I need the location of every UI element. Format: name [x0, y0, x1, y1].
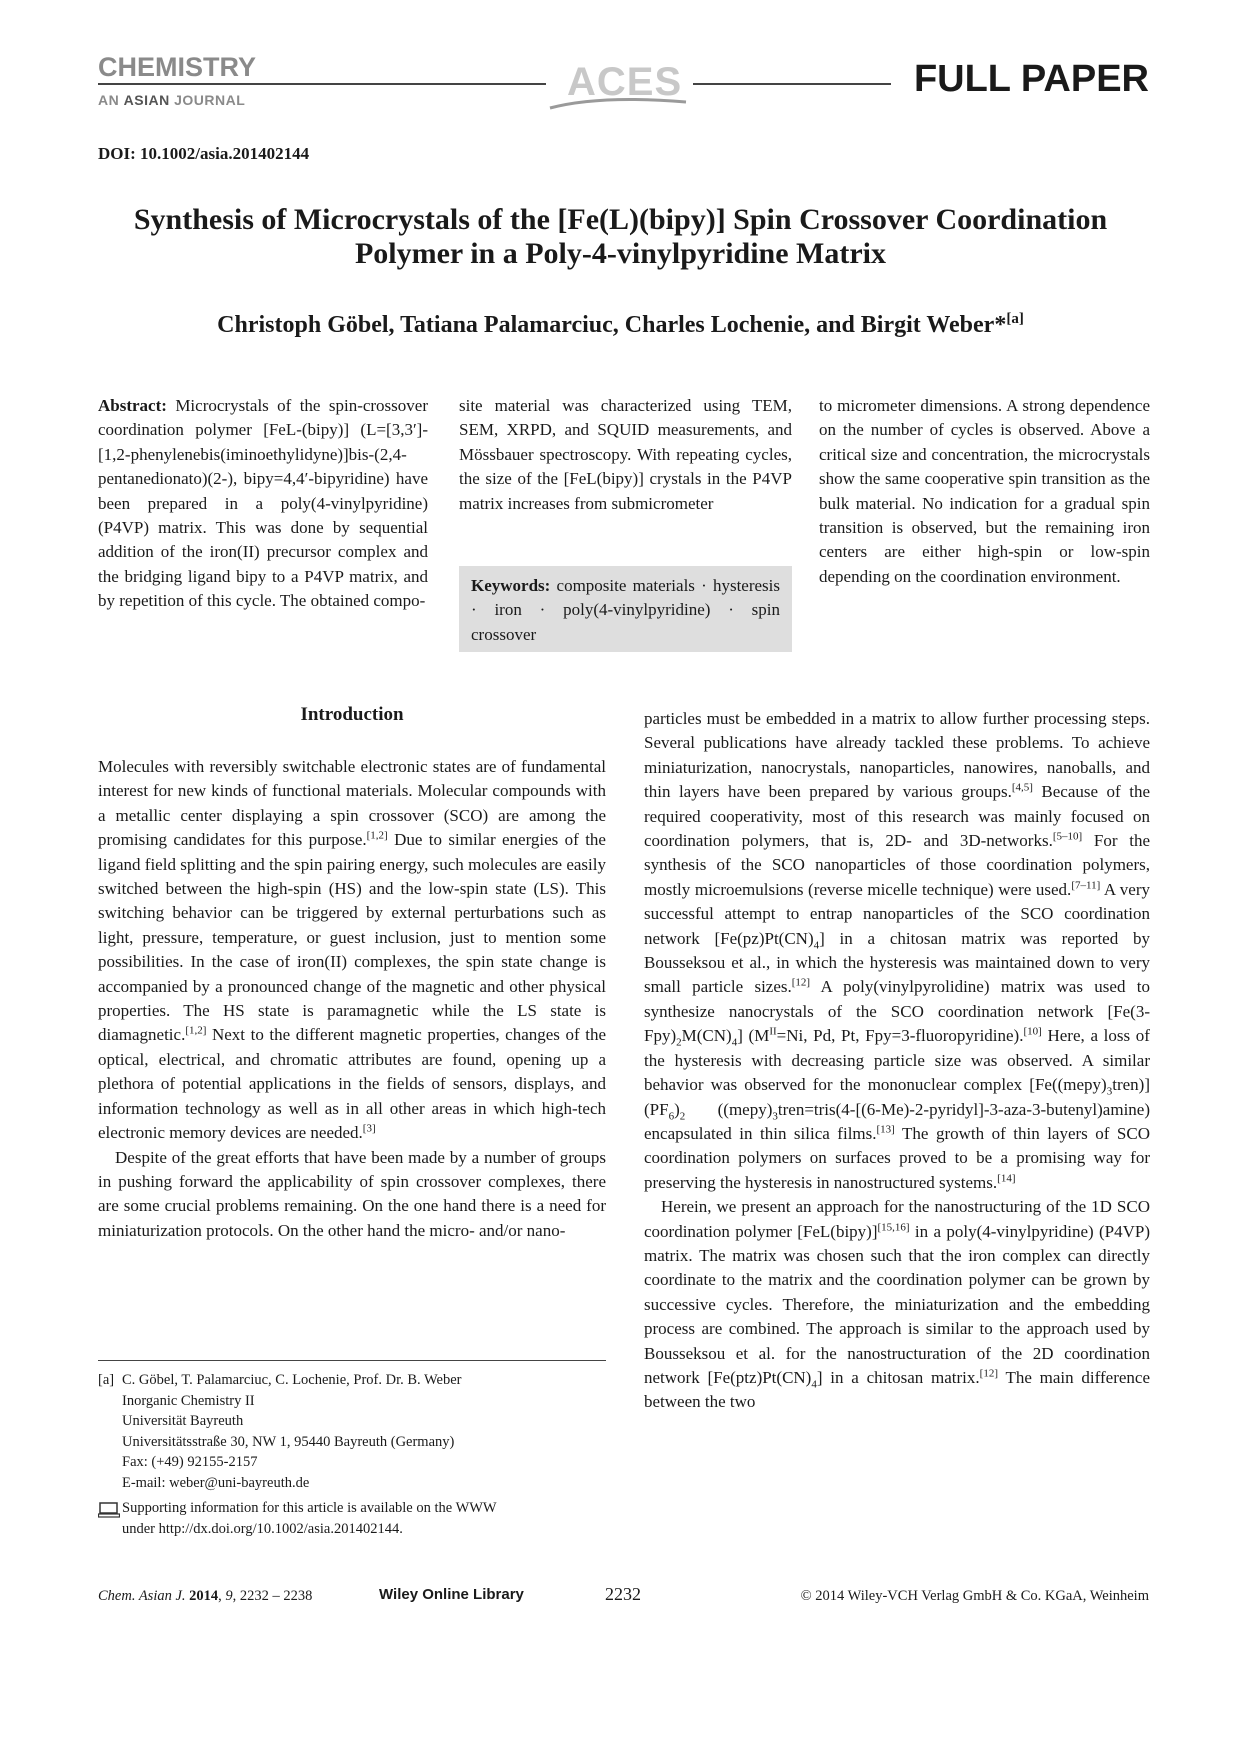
footer-citation: Chem. Asian J. 2014, 9, 2232 – 2238 [98, 1588, 313, 1604]
section-label: FULL PAPER [913, 58, 1149, 100]
abstract-text-3: to micrometer dimensions. A strong dependence on the number of cycles is observed. Above a critical size and concentration, the microcrystals show the same cooperative spin transition as the bulk material. No indication for a gradual spin transition is observed, but the remaining iron centers are either high-spin or low-spin depending on the coordination environment. [819, 396, 1150, 586]
journal-subtitle-prefix: AN [98, 92, 124, 108]
footer-volume: 9 [225, 1588, 233, 1604]
citation[interactable]: [3] [362, 1122, 376, 1135]
citation[interactable]: [12] [791, 976, 811, 989]
abstract-column-2 [459, 394, 792, 516]
introduction-heading: Introduction [300, 704, 404, 725]
title-line-1: Synthesis of Microcrystals of the [Fe(L)(bipy)] Spin Crossover Coordination [133, 203, 1108, 236]
doi[interactable]: DOI: 10.1002/asia.201402144 [98, 144, 310, 163]
citation[interactable]: [12] [979, 1367, 998, 1380]
affiliation-line: Inorganic Chemistry II [122, 1392, 255, 1409]
affiliation-line: C. Göbel, T. Palamarciuc, C. Lochenie, Prof. Dr. B. Weber [122, 1372, 462, 1388]
computer-icon [98, 1502, 120, 1518]
keywords-box [459, 566, 792, 652]
supporting-info [122, 1498, 606, 1539]
citation[interactable]: [4,5] [1011, 781, 1033, 794]
wiley-online-library-logo[interactable]: Wiley Online Library [379, 1586, 524, 1603]
intro-paragraph-3: particles must be embedded in a matrix to allow further processing steps. Several publications have already tackled these problems. To achieve miniaturization, nanocrystals, nanoparticles, nanowires, nanoballs, and thin layers have been prepared by various groups.[4,5] Because of the required cooperativity, most of this research was mainly focused on coordination polymers, that is, 2D- and 3D-networks.[5–10] For the synthesis of the SCO nanoparticles of those coordination polymers, mostly microemulsions (reverse micelle technique) were used.[7–11] A very successful attempt to entrap nanoparticles of the SCO coordination network $[Fe(pz)Pt(CN)_4]$ in a chitosan matrix was reported by Bousseksou et al., in which the hysteresis was maintained down to very small particle sizes.[12] A poly(vinylpyrolidine) matrix was used to synthesize nanocrystals of the SCO coordination network $[Fe(3-Fpy)_2M(CN)_4]$ ($M^{II}=Ni$, Pd, Pt, Fpy=3-fluoropyridine).[10] Here, a loss of the hysteresis with decreasing particle size was observed. A similar behavior was observed for the mononuclear complex $[Fe((mepy)_3tren)](PF_6)_2$ $((mepy)_3tren=tris(4-[(6-Me)-2-pyridyl]-3-aza-3-butenyl)amine)$ encapsulated in thin silica films.[13] The growth of thin layers of SCO coordination polymers on surfaces proved to be a promising way for preserving the hysteresis in nanostructured systems.[14] [644, 709, 1151, 1192]
affiliation-line: Universitätsstraße 30, NW 1, 95440 Bayreuth (Germany) [122, 1433, 455, 1450]
keywords-label: Keywords: [471, 576, 551, 595]
journal-subtitle-bold: ASIAN [123, 92, 170, 108]
footnote-rule [98, 1360, 606, 1361]
aces-logo: ACES [567, 60, 683, 104]
body-left-column [98, 755, 606, 1243]
body-right-column [644, 707, 1150, 1415]
intro-paragraph-2: Despite of the great efforts that have been made by a number of groups in pushing forward the applicability of spin crossover complexes, there are some crucial problems remaining. On the one hand there is a need for miniaturization protocols. On the other hand the micro- and/or nano- [98, 1147, 606, 1240]
abstract-column-3 [819, 394, 1150, 589]
aces-swoosh-graphic [548, 96, 688, 110]
abstract-text-1: Microcrystals of the spin-crossover coordination polymer [FeL-(bipy)] (L=[3,3′]-[1,2-phenylenebis(iminoethylidyne)]bis-(2,4-pentanedionato)(2-), bipy=4,4′-bipyridine) have been prepared in a poly(4-vinylpyridine) (P4VP) matrix. This was done by sequential addition of the iron(II) precursor complex and the bridging ligand bipy to a P4VP matrix, and by repetition of this cycle. The obtained compo- [98, 396, 428, 611]
intro-paragraph-1: Molecules with reversibly switchable electronic states are of fundamental interest for new kinds of functional materials. Molecular compounds with a metallic center displaying a spin crossover (SCO) are among the promising candidates for this purpose.[1,2] Due to similar energies of the ligand field splitting and the spin pairing energy, such molecules are easily switched between the high-spin (HS) and the low-spin state (LS). This switching behavior can be triggered by external perturbations such as light, pressure, temperature, or guest inclusion, just to mention some possibilities. In the case of iron(II) complexes, the spin state change is accompanied by a pronounced change of the magnetic and other physical properties. The HS state is paramagnetic while the LS state is diamagnetic.[1,2] Next to the different magnetic properties, changes of the optical, electrical, and chromatic attributes are found, opening up a plethora of potential applications in the fields of sensors, displays, and information technology as well as in all other areas in which high-tech electronic memory devices are needed.[3] [98, 757, 606, 1143]
citation[interactable]: [1,2] [185, 1024, 207, 1037]
citation[interactable]: [15,16] [877, 1220, 910, 1233]
page-number: 2232 [605, 1584, 641, 1604]
affiliation-mark: [a] [1006, 311, 1024, 327]
affiliation-line: Fax: (+49) 92155-2157 [122, 1454, 258, 1470]
header-rule-left [98, 83, 546, 85]
journal-logo-chemistry: CHEMISTRY [98, 52, 257, 82]
citation[interactable]: [10] [1023, 1025, 1042, 1038]
abstract-label: Abstract: [98, 396, 167, 415]
header-rule-right [693, 83, 891, 85]
journal-subtitle-suffix: JOURNAL [169, 92, 246, 108]
supporting-info-line: Supporting information for this article is available on the WWW [122, 1500, 497, 1516]
email-link[interactable]: E-mail: weber@uni-bayreuth.de [122, 1474, 310, 1491]
affiliation-line: Universität Bayreuth [122, 1413, 244, 1429]
citation[interactable]: [13] [876, 1123, 895, 1136]
author-names: Christoph Göbel, Tatiana Palamarciuc, Charles Lochenie, and Birgit Weber* [217, 312, 1007, 338]
footer-pages: , 2232 – 2238 [232, 1588, 313, 1604]
abstract-text-2: site material was characterized using TEM, SEM, XRPD, and SQUID measurements, and Mössbauer spectroscopy. With repeating cycles, the size of the [FeL(bipy)] crystals in the P4VP matrix increases from submicrometer [459, 396, 792, 513]
citation[interactable]: [7–11] [1071, 879, 1101, 892]
citation[interactable]: [1,2] [366, 829, 388, 842]
footer-year: 2014 [189, 1588, 219, 1604]
abstract-column-1 [98, 394, 428, 614]
article-title [98, 203, 1143, 271]
affiliation-block [122, 1370, 606, 1493]
title-line-2: Polymer in a Poly-4-vinylpyridine Matrix [354, 237, 887, 270]
supporting-info-link[interactable]: under http://dx.doi.org/10.1002/asia.201402144. [122, 1520, 403, 1537]
keywords-text: composite materials · hysteresis · iron · poly(4-vinylpyridine) · spin crossover [471, 576, 781, 644]
affiliation-mark-footnote: [a] [98, 1372, 115, 1388]
journal-logo-subtitle [98, 92, 245, 108]
footer-journal: Chem. Asian J. [98, 1588, 186, 1604]
citation[interactable]: [5–10] [1052, 830, 1083, 843]
authors [98, 312, 1143, 339]
copyright: © 2014 Wiley-VCH Verlag GmbH & Co. KGaA, Weinheim [800, 1588, 1149, 1604]
citation[interactable]: [14] [997, 1172, 1016, 1185]
intro-paragraph-4: Herein, we present an approach for the nanostructuring of the 1D SCO coordination polymer [FeL(bipy)][15,16] in a poly(4-vinylpyridine) (P4VP) matrix. The matrix was chosen such that the iron complex can directly coordinate to the matrix and the coordination polymer can be grown by successive cycles. Therefore, the miniaturization and the embedding process are combined. The approach is similar to the approach used by Bousseksou et al. for the nanostructuration of the 2D coordination network $[Fe(ptz)Pt(CN)_4]$ in a chitosan matrix.[12] The main difference between the two [644, 1197, 1150, 1412]
